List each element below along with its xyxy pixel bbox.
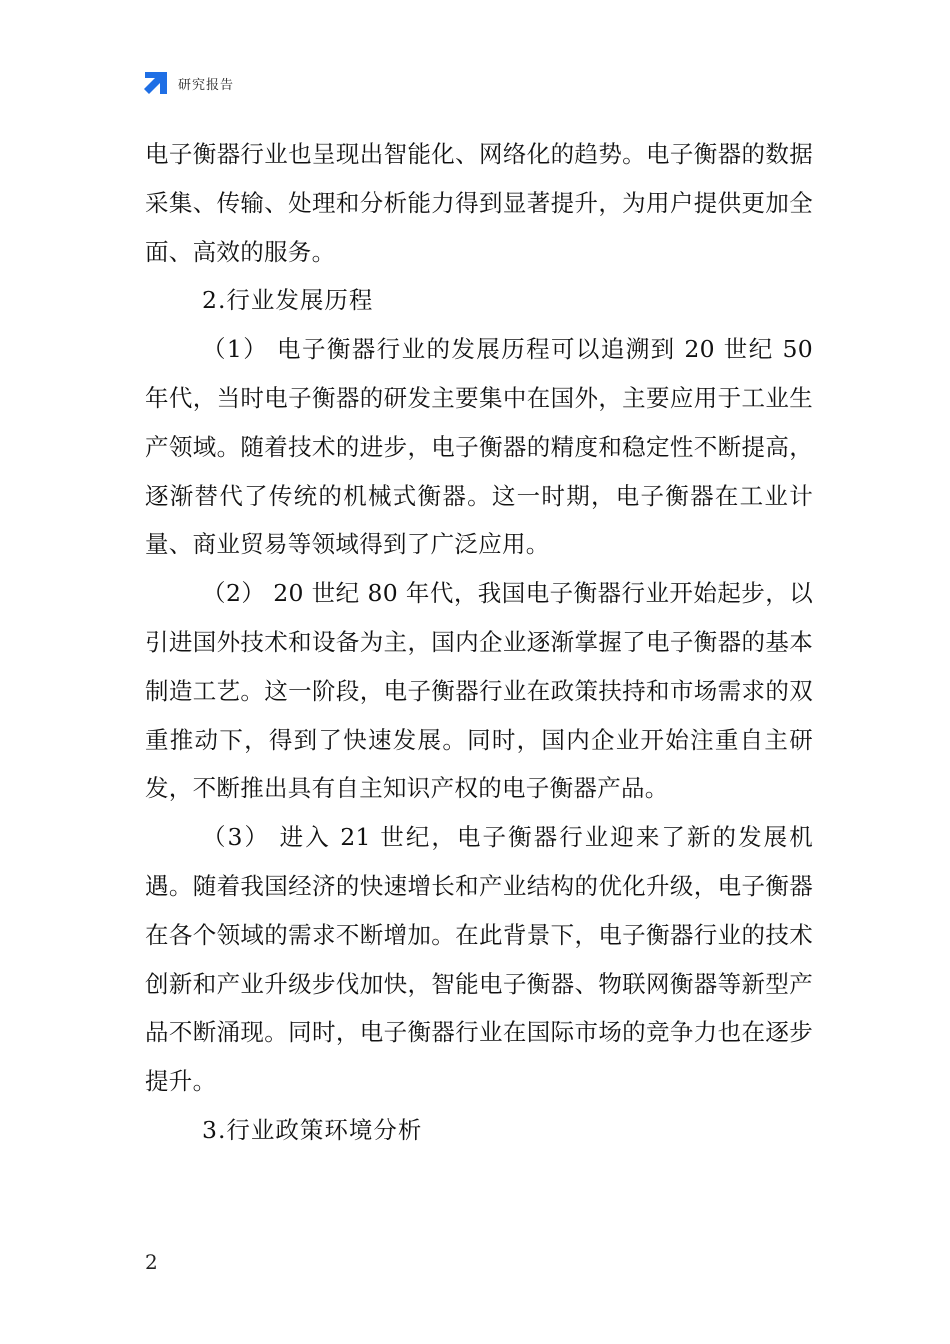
paragraph-history-3: （3） 进入 21 世纪，电子衡器行业迎来了新的发展机遇。随着我国经济的快速增长和产业结构的优化升级，电子衡器在各个领域的需求不断增加。在此背景下，电子衡器行业的技术创新和产业升级步伐加快，智能电子衡器、物联网衡器等新型产品不断涌现。同时，电子衡器行业在国际市场的竞争力也在逐步提升。	[145, 823, 813, 1096]
page-number: 2	[145, 1250, 158, 1274]
arrow-up-right-icon	[143, 70, 169, 96]
document-body	[145, 130, 813, 1155]
paragraph-history-1: （1） 电子衡器行业的发展历程可以追溯到 20 世纪 50 年代，当时电子衡器的研发主要集中在国外，主要应用于工业生产领域。随着技术的进步，电子衡器的精度和稳定性不断提高，逐渐替代了传统的机械式衡器。这一时期，电子衡器在工业计量、商业贸易等领域得到了广泛应用。	[145, 335, 813, 559]
header-title: 研究报告	[178, 77, 235, 93]
page-header	[143, 68, 234, 98]
section-heading-development-history: 2.行业发展历程	[202, 286, 374, 315]
paragraph-intro: 电子衡器行业也呈现出智能化、网络化的趋势。电子衡器的数据采集、传输、处理和分析能力得到显著提升，为用户提供更加全面、高效的服务。	[145, 140, 813, 266]
paragraph-history-2: （2） 20 世纪 80 年代，我国电子衡器行业开始起步，以引进国外技术和设备为主，国内企业逐渐掌握了电子衡器的基本制造工艺。这一阶段，电子衡器行业在政策扶持和市场需求的双重推动下，得到了快速发展。同时，国内企业开始注重自主研发，不断推出具有自主知识产权的电子衡器产品。	[145, 579, 813, 803]
section-heading-policy-environment: 3.行业政策环境分析	[202, 1115, 423, 1144]
